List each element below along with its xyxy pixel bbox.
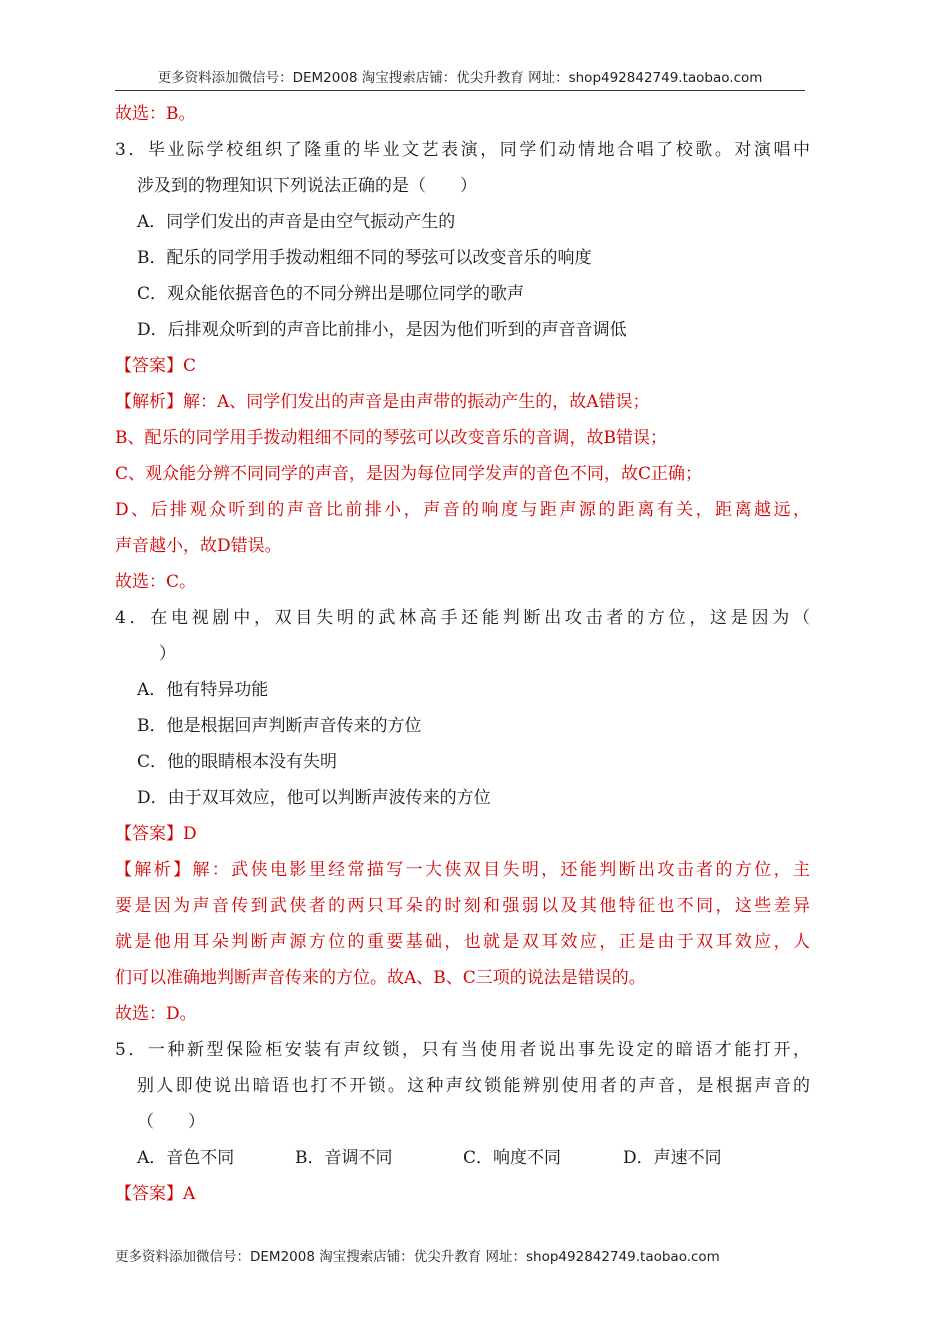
q3-select: 故选：C。 <box>115 572 197 592</box>
answer-value: C <box>183 356 197 376</box>
answer-tag: 【答案】 <box>115 824 183 844</box>
answer-tag: 【答案】 <box>115 356 183 376</box>
q3-analysis-line2: B、配乐的同学用手拨动粗细不同的琴弦可以改变音乐的音调，故B错误； <box>115 428 667 448</box>
q3-answer <box>115 348 810 384</box>
q5-stem-line2: 别人即使说出暗语也打不开锁。这种声纹锁能辨别使用者的声音，是根据声音的 <box>137 1076 810 1096</box>
q4-stem-line1: 4．在电视剧中，双目失明的武林高手还能判断出攻击者的方位，这是因为（ <box>115 608 810 628</box>
q5-answer <box>115 1176 810 1212</box>
prev-select: 故选：B。 <box>115 104 196 124</box>
q5-stem-line3: （ ） <box>137 1112 205 1132</box>
q5-option-d: D．声速不同 <box>623 1148 722 1168</box>
q5-options <box>115 1140 810 1176</box>
q3-option-b: B．配乐的同学用手拨动粗细不同的琴弦可以改变音乐的响度 <box>137 248 592 268</box>
q5-option-b: B．音调不同 <box>295 1148 393 1168</box>
page-footer: 更多资料添加微信号：DEM2008 淘宝搜索店铺：优尖升教育 网址：shop492842749.taobao.com <box>115 1249 720 1265</box>
analysis-text: 解：武侠电影里经常描写一大侠双目失明，还能判断出攻击者的方位，主 <box>192 860 811 880</box>
q5-stem-line1: 5．一种新型保险柜安装有声纹锁，只有当使用者说出事先设定的暗语才能打开， <box>115 1040 810 1060</box>
q3-stem-line2: 涉及到的物理知识下列说法正确的是（ ） <box>137 176 477 196</box>
q4-answer <box>115 816 810 852</box>
q4-option-d: D．由于双耳效应，他可以判断声波传来的方位 <box>137 788 491 808</box>
document-body <box>115 96 810 1212</box>
q3-option-a: A．同学们发出的声音是由空气振动产生的 <box>137 212 456 232</box>
q3-stem-line1: 3．毕业际学校组织了隆重的毕业文艺表演，同学们动情地合唱了校歌。对演唱中 <box>115 140 810 160</box>
q4-analysis-line1 <box>115 852 810 888</box>
analysis-text: 解：A、同学们发出的声音是由声带的振动产生的，故A错误； <box>183 392 650 412</box>
q4-analysis-line2: 要是因为声音传到武侠者的两只耳朵的时刻和强弱以及其他特征也不同，这些差异 <box>115 896 810 916</box>
q3-option-c: C．观众能依据音色的不同分辨出是哪位同学的歌声 <box>137 284 525 304</box>
q4-select: 故选：D。 <box>115 1004 197 1024</box>
answer-value: D <box>183 824 197 844</box>
q4-option-c: C．他的眼睛根本没有失明 <box>137 752 338 772</box>
q5-option-a: A．音色不同 <box>137 1148 235 1168</box>
q4-analysis-line4: 们可以准确地判断声音传来的方位。故A、B、C三项的说法是错误的。 <box>115 968 646 988</box>
analysis-tag: 【解析】 <box>115 392 183 412</box>
page-header: 更多资料添加微信号：DEM2008 淘宝搜索店铺：优尖升教育 网址：shop492842749.taobao.com <box>115 66 805 91</box>
q3-option-d: D．后排观众听到的声音比前排小，是因为他们听到的声音音调低 <box>137 320 627 340</box>
q3-analysis-line3: C、观众能分辨不同同学的声音，是因为每位同学发声的音色不同，故C正确； <box>115 464 703 484</box>
answer-tag: 【答案】 <box>115 1184 183 1204</box>
answer-value: A <box>183 1184 196 1204</box>
q3-analysis-line1 <box>115 384 810 420</box>
q4-option-b: B．他是根据回声判断声音传来的方位 <box>137 716 422 736</box>
q4-analysis-line3: 就是他用耳朵判断声源方位的重要基础，也就是双耳效应，正是由于双耳效应，人 <box>115 932 810 952</box>
q5-option-c: C．响度不同 <box>463 1148 562 1168</box>
q3-analysis-line5: 声音越小，故D错误。 <box>115 536 282 556</box>
q4-stem-line2: ） <box>159 644 176 664</box>
analysis-tag: 【解析】 <box>115 860 193 880</box>
q4-option-a: A．他有特异功能 <box>137 680 269 700</box>
q3-analysis-line4: D、后排观众听到的声音比前排小，声音的响度与距声源的距离有关，距离越远， <box>115 500 810 520</box>
